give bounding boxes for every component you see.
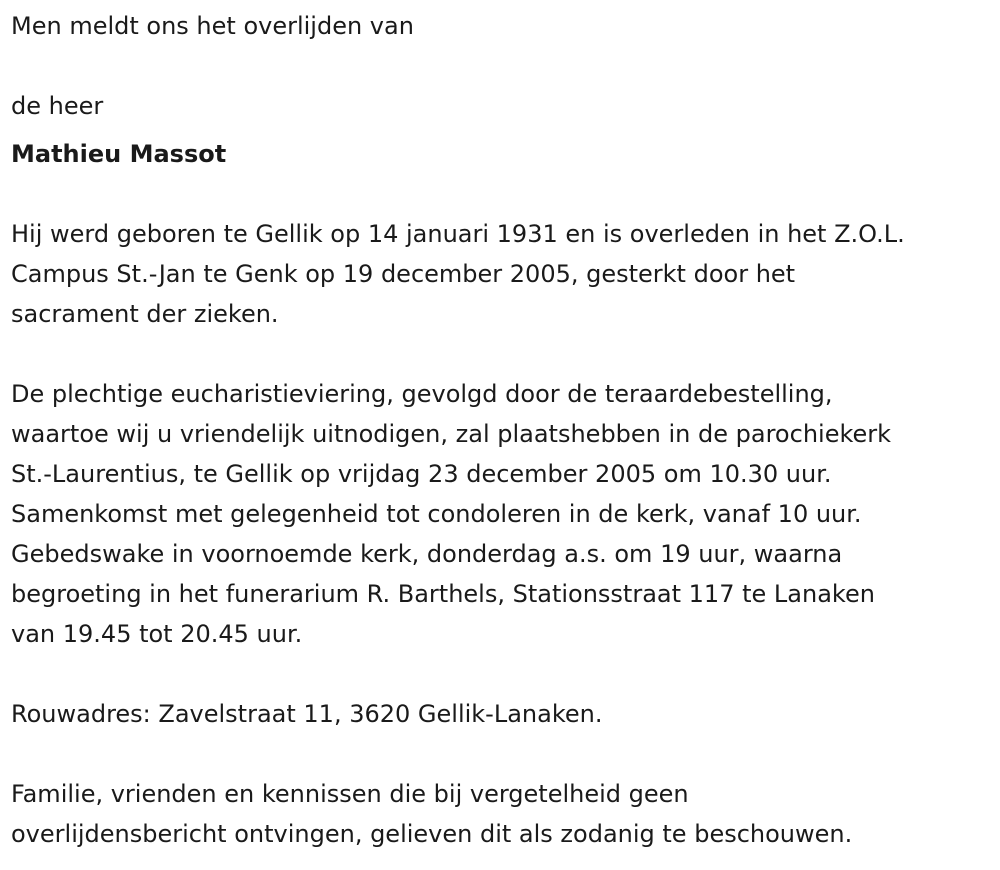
paragraph-line: overlijdensbericht ontvingen, gelieven dit als zodanig te beschouwen.	[11, 820, 853, 848]
paragraph-line: sacrament der zieken.	[11, 300, 279, 328]
paragraph-line: Samenkomst met gelegenheid tot condoleren in de kerk, vanaf 10 uur.	[11, 500, 862, 528]
paragraph-line: van 19.45 tot 20.45 uur.	[11, 620, 303, 648]
paragraph-line: Hij werd geboren te Gellik op 14 januari 1931 en is overleden in het Z.O.L.	[11, 220, 905, 248]
death-notice	[11, 6, 991, 854]
paragraph-line: Campus St.-Jan te Genk op 19 december 2005, gesterkt door het	[11, 260, 796, 288]
paragraph-line: Gebedswake in voornoemde kerk, donderdag a.s. om 19 uur, waarna	[11, 540, 843, 568]
paragraph-line: begroeting in het funerarium R. Barthels, Stationsstraat 117 te Lanaken	[11, 580, 875, 608]
mourning-address: Rouwadres: Zavelstraat 11, 3620 Gellik-Lanaken.	[11, 700, 603, 728]
ceremony-paragraph	[11, 374, 991, 654]
paragraph-line: St.-Laurentius, te Gellik op vrijdag 23 december 2005 om 10.30 uur.	[11, 460, 832, 488]
birth-death-paragraph	[11, 214, 991, 334]
paragraph-line: Familie, vrienden en kennissen die bij vergetelheid geen	[11, 780, 689, 808]
paragraph-line: waartoe wij u vriendelijk uitnodigen, zal plaatshebben in de parochiekerk	[11, 420, 892, 448]
intro-text: Men meldt ons het overlijden van	[11, 12, 414, 40]
deceased-name: Mathieu Massot	[11, 140, 227, 168]
closing-paragraph	[11, 774, 991, 854]
paragraph-line: De plechtige eucharistieviering, gevolgd door de teraardebestelling,	[11, 380, 833, 408]
salutation: de heer	[11, 92, 104, 120]
